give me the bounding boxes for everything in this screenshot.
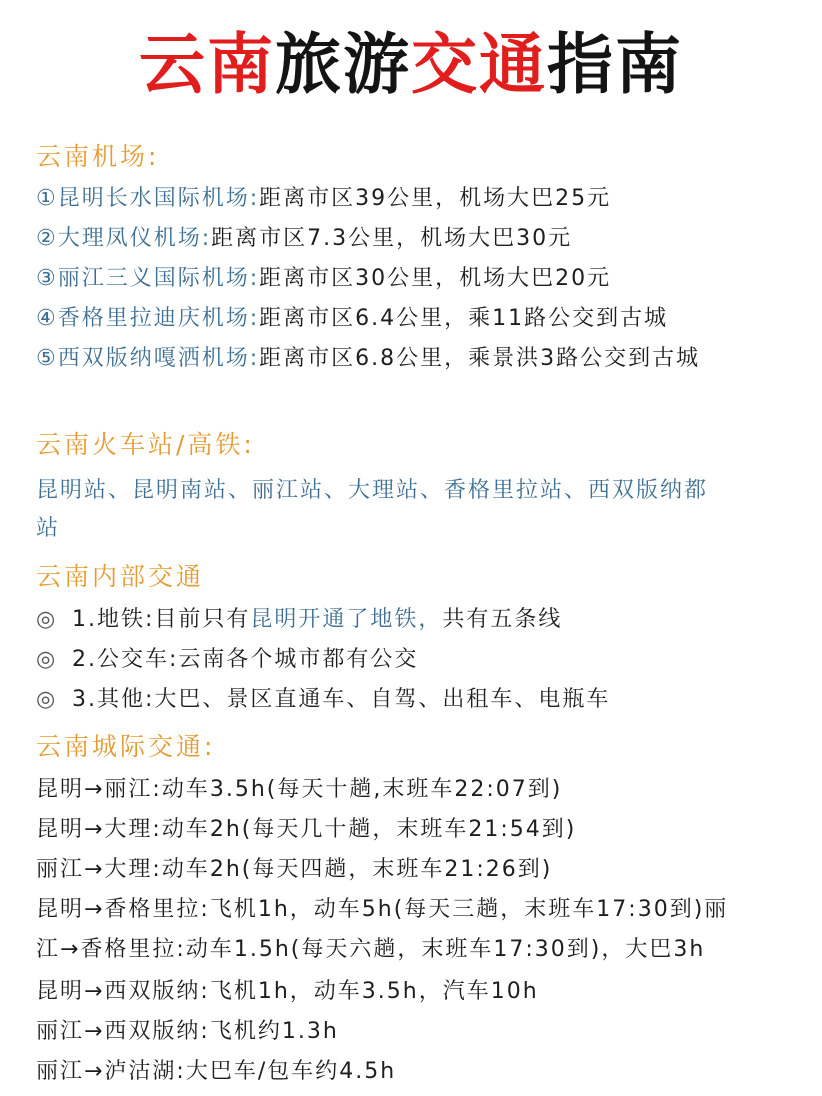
airport-info: 距离市区7.3公里，机场大巴30元 bbox=[211, 226, 573, 251]
internal-item-highlight: 昆明开通了地铁， bbox=[250, 607, 443, 632]
airport-info: 距离市区30公里，机场大巴20元 bbox=[259, 266, 612, 291]
intercity-line: 昆明→西双版纳:飞机1h，动车3.5h，汽车10h bbox=[36, 979, 539, 1004]
airport-item bbox=[36, 182, 611, 216]
title-part-2: 旅游 bbox=[275, 26, 411, 103]
page-title bbox=[0, 22, 822, 108]
airport-name: ③丽江三义国际机场: bbox=[36, 266, 260, 291]
airport-info: 距离市区6.4公里，乘11路公交到古城 bbox=[259, 306, 669, 331]
airport-name: ④香格里拉迪庆机场: bbox=[36, 306, 260, 331]
intercity-line: 昆明→大理:动车2h(每天几十趟，末班车21:54到) bbox=[36, 817, 577, 842]
airport-item bbox=[36, 342, 700, 376]
airport-name: ⑤西双版纳嘎洒机场: bbox=[36, 346, 260, 371]
internal-item-pre: 3.其他:大巴、景区直通车、自驾、出租车、电瓶车 bbox=[72, 687, 611, 712]
internal-item bbox=[36, 683, 610, 717]
stations-line-2: 站 bbox=[36, 516, 61, 541]
intercity-line: 丽江→大理:动车2h(每天四趟，末班车21:26到) bbox=[36, 857, 553, 882]
internal-item bbox=[36, 643, 418, 677]
airport-item bbox=[36, 302, 668, 336]
title-part-4: 指南 bbox=[547, 26, 683, 103]
airport-name: ①昆明长水国际机场: bbox=[36, 186, 260, 211]
bullet-icon: ◎ bbox=[36, 647, 58, 672]
bullet-icon: ◎ bbox=[36, 687, 58, 712]
airport-item bbox=[36, 222, 572, 256]
stations-heading: 云南火车站/高铁: bbox=[36, 430, 255, 459]
intercity-line: 昆明→丽江:动车3.5h(每天十趟,末班车22:07到) bbox=[36, 777, 563, 802]
bullet-icon: ◎ bbox=[36, 607, 58, 632]
airport-info: 距离市区6.8公里，乘景洪3路公交到古城 bbox=[259, 346, 701, 371]
internal-item-pre: 1.地铁:目前只有 bbox=[72, 607, 251, 632]
title-part-1: 云南 bbox=[139, 26, 275, 103]
title-part-3: 交通 bbox=[411, 26, 547, 103]
internal-item bbox=[36, 603, 562, 637]
airports-heading: 云南机场: bbox=[36, 142, 160, 171]
stations-line-1: 昆明站、昆明南站、丽江站、大理站、香格里拉站、西双版纳都 bbox=[36, 478, 709, 503]
intercity-heading: 云南城际交通: bbox=[36, 732, 216, 761]
internal-item-pre: 2.公交车:云南各个城市都有公交 bbox=[72, 647, 419, 672]
airport-info: 距离市区39公里，机场大巴25元 bbox=[259, 186, 612, 211]
intercity-line: 江→香格里拉:动车1.5h(每天六趟，末班车17:30到)，大巴3h bbox=[36, 937, 706, 962]
airport-item bbox=[36, 262, 611, 296]
internal-item-post: 共有五条线 bbox=[442, 607, 563, 632]
airport-name: ②大理凤仪机场: bbox=[36, 226, 212, 251]
intercity-line: 丽江→西双版纳:飞机约1.3h bbox=[36, 1019, 339, 1044]
intercity-line: 昆明→香格里拉:飞机1h，动车5h(每天三趟，末班车17:30到)丽 bbox=[36, 897, 729, 922]
intercity-line: 丽江→泸沽湖:大巴车/包车约4.5h bbox=[36, 1059, 397, 1084]
internal-heading: 云南内部交通 bbox=[36, 562, 205, 591]
